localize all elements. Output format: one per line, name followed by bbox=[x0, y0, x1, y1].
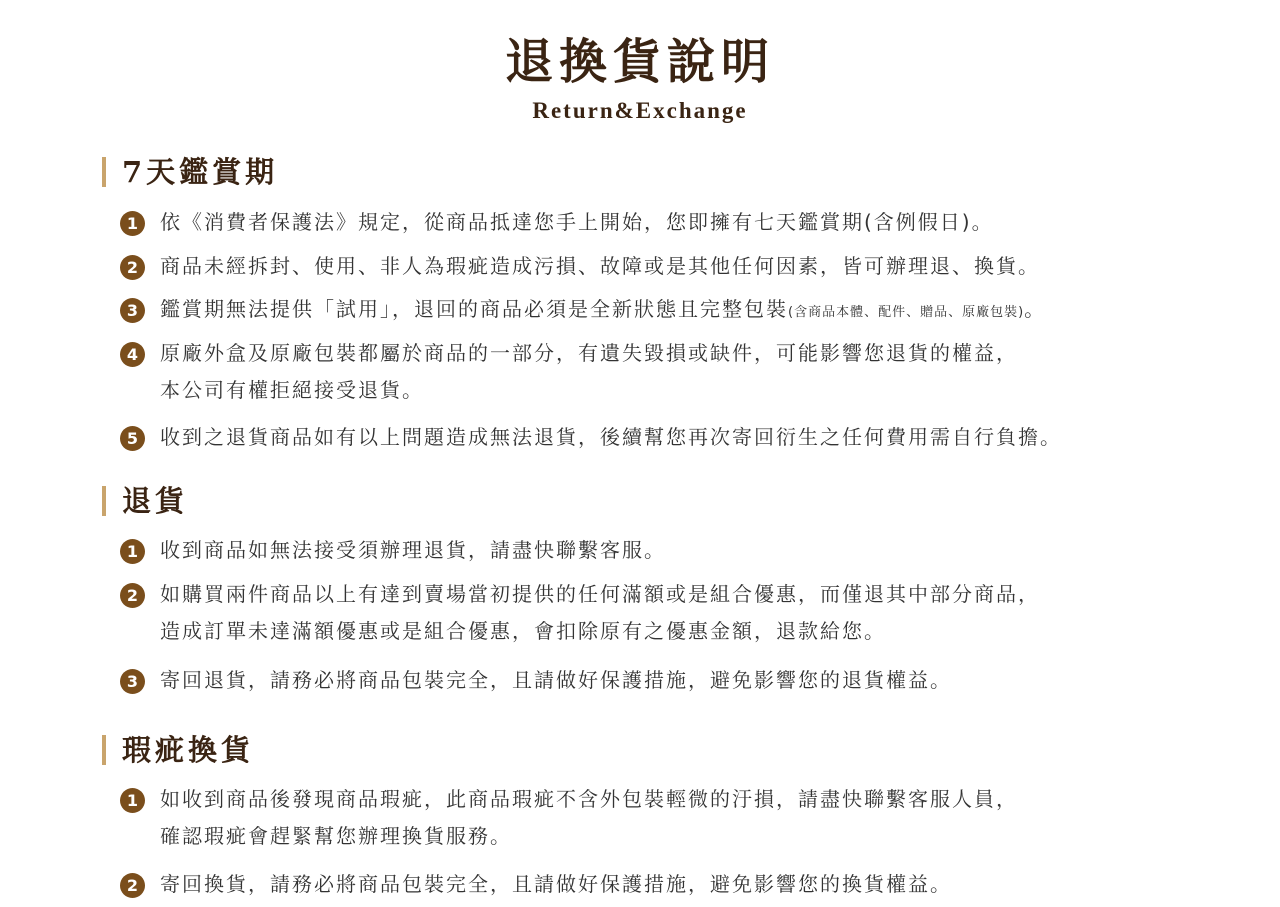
number-badge: 2 bbox=[120, 873, 145, 898]
item-text: 依《消費者保護法》規定，從商品抵達您手上開始，您即擁有七天鑑賞期(含例假日)。 bbox=[160, 210, 994, 234]
item-text-tail: 。 bbox=[1024, 297, 1047, 321]
section-title: 退貨 bbox=[122, 484, 189, 518]
number-badge: 3 bbox=[120, 669, 145, 694]
section-heading-return bbox=[102, 483, 188, 519]
item-text-note: (含商品本體、配件、贈品、原廠包裝) bbox=[788, 305, 1025, 320]
item-text: 寄回換貨，請務必將商品包裝完全，且請做好保護措施，避免影響您的換貨權益。 bbox=[160, 872, 952, 896]
section-title: 7天鑑賞期 bbox=[122, 155, 279, 189]
section-title: 瑕疵換貨 bbox=[122, 733, 255, 767]
section-accent-bar bbox=[102, 157, 106, 187]
item-text: 商品未經拆封、使用、非人為瑕疵造成污損、故障或是其他任何因素，皆可辦理退、換貨。 bbox=[160, 254, 1040, 278]
number-badge: 2 bbox=[120, 583, 145, 608]
item-text: 寄回退貨，請務必將商品包裝完全，且請做好保護措施，避免影響您的退貨權益。 bbox=[160, 668, 952, 692]
number-badge: 5 bbox=[120, 426, 145, 451]
item-text: 原廠外盒及原廠包裝都屬於商品的一部分，有遺失毀損或缺件，可能影響您退貨的權益， bbox=[160, 341, 1018, 365]
number-badge: 1 bbox=[120, 788, 145, 813]
item-text: 收到之退貨商品如有以上問題造成無法退貨，後續幫您再次寄回衍生之任何費用需自行負擔。 bbox=[160, 425, 1062, 449]
page-title: 退換貨說明 bbox=[504, 34, 775, 90]
section-accent-bar bbox=[102, 735, 106, 765]
item-text: 收到商品如無法接受須辦理退貨，請盡快聯繫客服。 bbox=[160, 538, 666, 562]
section-heading-appreciation-period bbox=[102, 154, 278, 190]
page-subtitle: Return&Exchange bbox=[532, 98, 748, 123]
number-badge: 2 bbox=[120, 255, 145, 280]
item-text bbox=[160, 293, 1046, 329]
section-heading-defect-exchange bbox=[102, 732, 254, 768]
item-text: 如購買兩件商品以上有達到賣場當初提供的任何滿額或是組合優惠，而僅退其中部分商品， bbox=[160, 582, 1040, 606]
section-accent-bar bbox=[102, 486, 106, 516]
number-badge: 3 bbox=[120, 298, 145, 323]
item-text-main: 鑑賞期無法提供「試用」，退回的商品必須是全新狀態且完整包裝 bbox=[160, 297, 788, 321]
item-text: 如收到商品後發現商品瑕疵，此商品瑕疵不含外包裝輕微的汙損，請盡快聯繫客服人員， bbox=[160, 787, 1018, 811]
item-text-continued: 造成訂單未達滿額優惠或是組合優惠，會扣除原有之優惠金額，退款給您。 bbox=[160, 619, 886, 643]
number-badge: 1 bbox=[120, 539, 145, 564]
item-text-continued: 本公司有權拒絕接受退貨。 bbox=[160, 378, 424, 402]
number-badge: 1 bbox=[120, 211, 145, 236]
item-text-continued: 確認瑕疵會趕緊幫您辦理換貨服務。 bbox=[160, 824, 512, 848]
number-badge: 4 bbox=[120, 342, 145, 367]
